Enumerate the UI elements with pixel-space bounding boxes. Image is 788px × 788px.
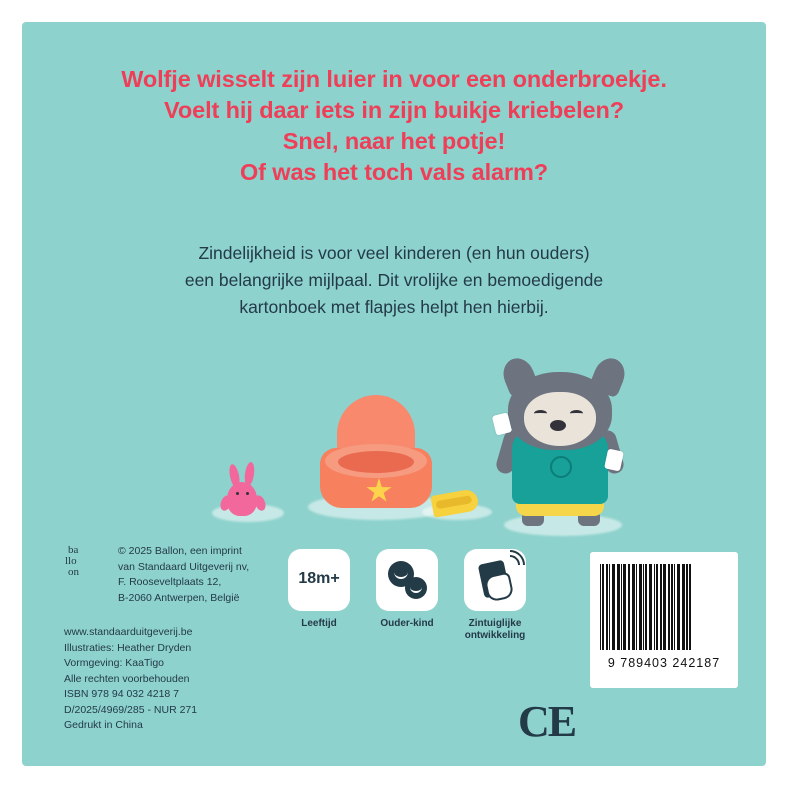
illustrator-credit: Illustraties: Heather Dryden (64, 641, 192, 654)
parent-child-caption: Ouder-kind (380, 618, 434, 629)
imprint-block (118, 544, 298, 606)
rights-notice: Alle rechten voorbehouden (64, 672, 190, 685)
face-small-icon (405, 577, 427, 599)
cover-canvas (22, 22, 766, 766)
imprint-line-2: van Standaard Uitgeverij nv, (118, 560, 250, 573)
headline-block (62, 64, 726, 188)
age-badge-icon (288, 549, 350, 611)
logo-line-3: on (68, 566, 79, 578)
ce-mark: CE (518, 697, 576, 746)
sensory-caption (462, 618, 528, 642)
blurb-line-1: Zindelijkheid is voor veel kinderen (en hun ouders) (198, 243, 590, 263)
sensory-caption-line-2: ontwikkeling (464, 630, 526, 641)
wolf-eye-right-icon (570, 410, 583, 417)
barcode-number: 9 789403 242187 (607, 656, 721, 670)
deposit-nur-text: D/2025/4969/285 - NUR 271 (64, 703, 198, 716)
blurb-line-3: kartonboek met flapjes helpt hen hierbij. (239, 297, 549, 317)
headline-line-2: Voelt hij daar iets in zijn buikje kriebelen? (164, 97, 624, 123)
headline-line-1: Wolfje wisselt zijn luier in voor een onderbroekje. (121, 66, 667, 92)
barcode-bars (600, 564, 728, 650)
blurb-line-2: een belangrijke mijlpaal. Dit vrolijke en bemoedigende (184, 270, 604, 290)
design-credit: Vormgeving: KaaTigo (64, 657, 165, 669)
bunny-eye-right-icon (246, 492, 249, 495)
sensory-hand-icon (464, 549, 526, 611)
bunny-eye-left-icon (236, 492, 239, 495)
illustration (22, 352, 766, 542)
logo-line-1: ba (68, 544, 79, 556)
age-value: 18m+ (298, 570, 340, 587)
wolf-nose-icon (550, 420, 566, 431)
imprint-line-3: F. Rooseveltplaats 12, (118, 576, 222, 588)
publisher-website: www.standaarduitgeverij.be (64, 626, 193, 638)
imprint-line-4: B-2060 Antwerpen, België (118, 591, 240, 604)
isbn-text: ISBN 978 94 032 4218 7 (64, 688, 180, 700)
wolf-face-icon (524, 392, 596, 446)
two-faces-icon (376, 549, 438, 611)
wolf-eye-left-icon (534, 410, 547, 417)
badge-parent-child (374, 549, 440, 642)
bunny-icon (227, 482, 257, 516)
badge-age (286, 549, 352, 642)
potty-hole-icon (338, 451, 414, 473)
age-caption: Leeftijd (301, 618, 337, 629)
badge-row (286, 549, 528, 642)
sensory-caption-line-1: Zintuiglijke (468, 618, 522, 629)
sensory-hand-shape-icon (486, 574, 512, 600)
headline-line-3: Snel, naar het potje! (282, 128, 506, 154)
barcode-bar (691, 564, 693, 650)
blurb-block (142, 240, 646, 321)
logo-line-2: llo (65, 555, 77, 567)
imprint-line-1: © 2025 Ballon, een imprint (118, 545, 242, 557)
colophon-block (64, 625, 294, 734)
barcode (590, 552, 738, 688)
badge-sensory (462, 549, 528, 642)
headline-line-4: Of was het toch vals alarm? (239, 159, 549, 185)
printed-in-text: Gedrukt in China (64, 719, 143, 731)
publisher-logo (64, 545, 108, 589)
wolf-shirt-badge-icon (550, 456, 572, 478)
